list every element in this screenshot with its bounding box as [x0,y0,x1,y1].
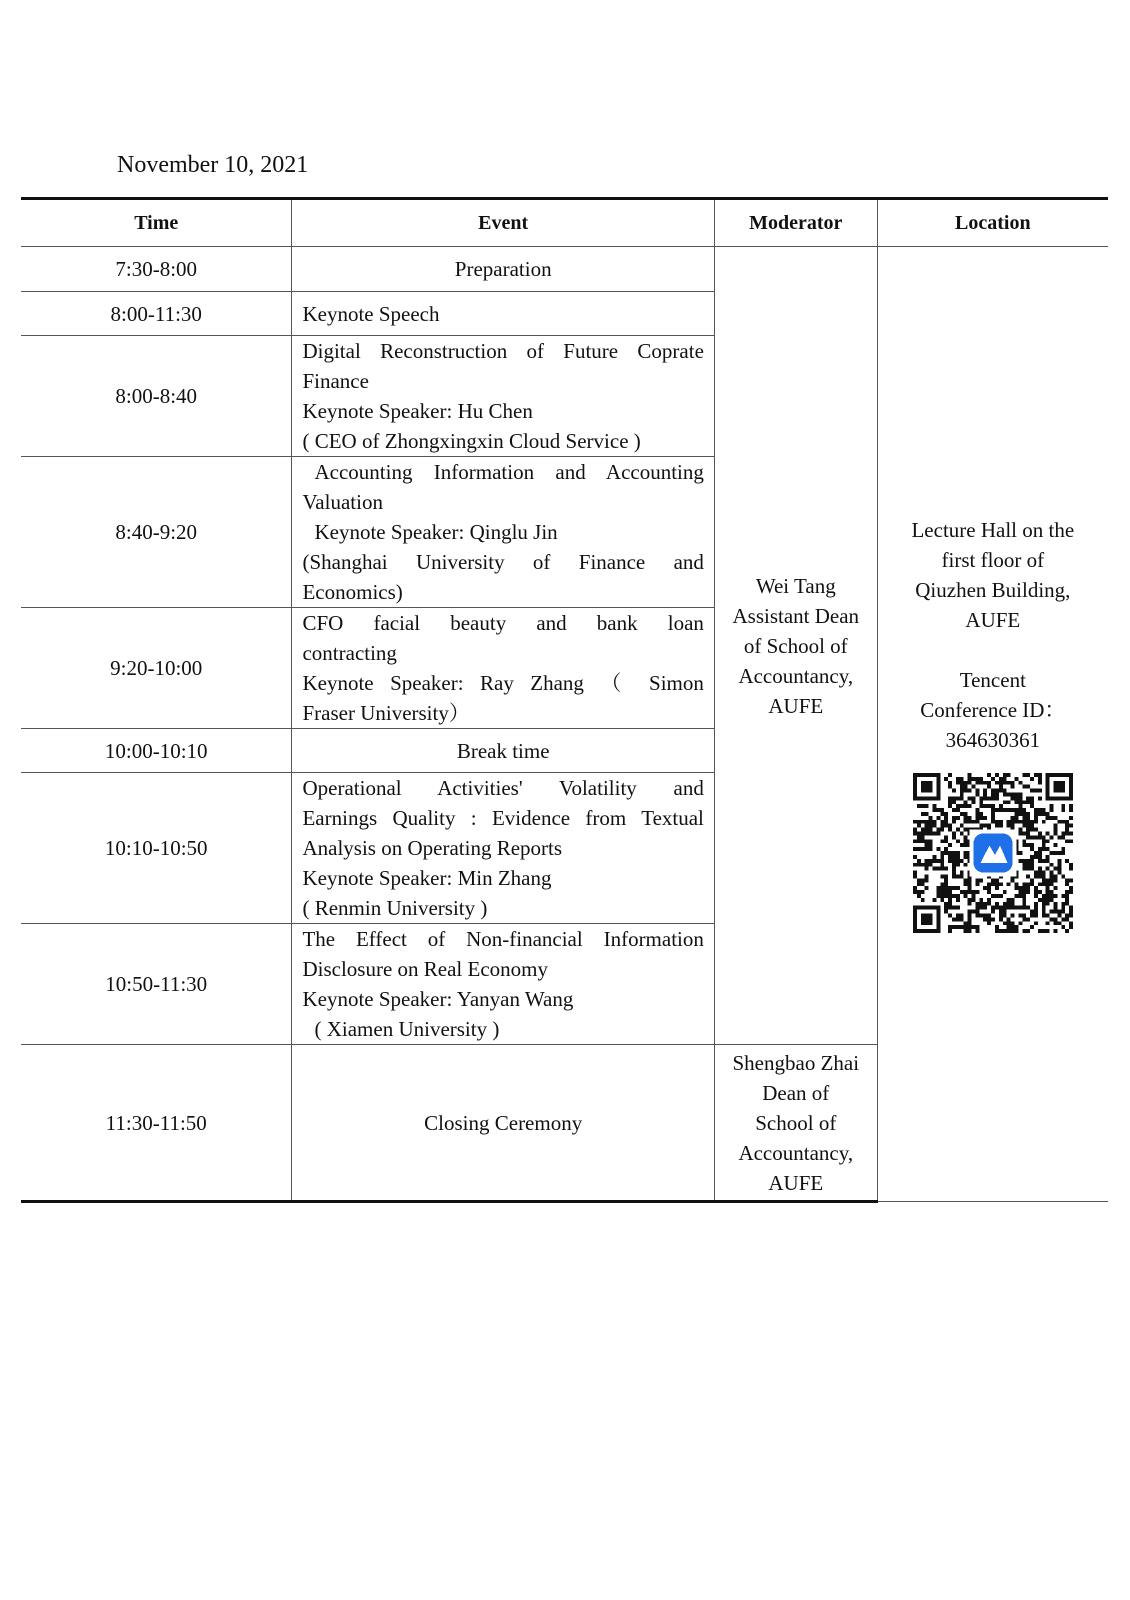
time-cell: 10:50-11:30 [21,924,292,1045]
moderator-line: Accountancy, [738,663,854,688]
location-line: first floor of [941,548,1045,572]
event-line: Finance [302,369,369,393]
header-time: Time [21,199,292,247]
event-cell [292,336,714,457]
event-line: contracting [302,641,397,665]
schedule-table [21,197,1108,1203]
event-line: ( CEO of Zhongxingxin Cloud Service ) [302,429,641,453]
event-line: (Shanghai University of Finance and [302,550,704,574]
header-event: Event [292,199,714,247]
event-cell [292,457,714,608]
moderator-line: Accountancy, [738,1140,854,1165]
header-location: Location [877,199,1108,247]
time-cell: 8:40-9:20 [21,457,292,608]
event-line: Keynote Speaker: Min Zhang [302,866,552,890]
qr-code-icon[interactable] [913,773,1073,933]
moderator-line: of School of [743,633,848,658]
event-line: Fraser University） [302,701,470,725]
moderator-line: AUFE [768,693,824,718]
moderator-line: School of [755,1110,837,1135]
location-line: Qiuzhen Building, [915,578,1071,602]
time-cell: 7:30-8:00 [21,247,292,292]
event-cell [292,924,714,1045]
event-line: Keynote Speaker: Hu Chen [302,399,533,423]
event-line: ( Xiamen University ) [314,1017,500,1041]
conference-id: 364630361 [945,728,1041,752]
event-line: Keynote Speech [302,301,440,326]
time-cell: 11:30-11:50 [21,1045,292,1202]
moderator-line: Shengbao Zhai [732,1050,860,1075]
time-cell: 10:10-10:50 [21,773,292,924]
moderator-line: Dean of [762,1080,830,1105]
event-line: Preparation [454,257,552,281]
table-row [21,247,1108,292]
event-cell [292,608,714,729]
event-line: ( Renmin University ) [302,896,488,920]
event-line: Accounting Information and Accounting [314,460,704,484]
location-line: AUFE [965,608,1021,632]
header-row [21,199,1108,247]
event-line: Digital Reconstruction of Future Coprate [302,339,704,363]
event-cell [292,773,714,924]
event-line: Analysis on Operating Reports [302,836,563,860]
event-line: Keynote Speaker: Ray Zhang （ Simon [302,671,704,695]
event-line: Disclosure on Real Economy [302,957,548,981]
time-cell: 10:00-10:10 [21,729,292,773]
moderator-cell-2 [714,1045,877,1202]
moderator-line: Wei Tang [755,573,836,598]
time-cell: 8:00-11:30 [21,292,292,336]
event-line: Keynote Speaker: Yanyan Wang [302,987,574,1011]
header-moderator: Moderator [714,199,877,247]
event-line: CFO facial beauty and bank loan [302,611,704,635]
time-cell: 9:20-10:00 [21,608,292,729]
conference-line: Conference ID： [920,698,1066,722]
event-line: Break time [456,738,550,763]
moderator-line: Assistant Dean [732,603,860,628]
conference-line: Tencent [959,668,1026,692]
location-line: Lecture Hall on the [911,518,1075,542]
event-line: The Effect of Non-financial Information [302,927,704,951]
schedule-date: November 10, 2021 [117,152,309,178]
event-line: Closing Ceremony [424,1110,583,1135]
event-cell [292,247,714,292]
event-cell [292,729,714,773]
time-cell: 8:00-8:40 [21,336,292,457]
event-cell [292,1045,714,1202]
event-line: Operational Activities' Volatility and [302,776,704,800]
moderator-cell-1 [714,247,877,1045]
event-line: Valuation [302,490,383,514]
event-line: Keynote Speaker: Qinglu Jin [314,520,558,544]
event-cell [292,292,714,336]
moderator-line: AUFE [768,1170,824,1195]
event-line: Earnings Quality : Evidence from Textual [302,806,704,830]
location-cell [877,247,1108,1202]
event-line: Economics) [302,580,403,604]
